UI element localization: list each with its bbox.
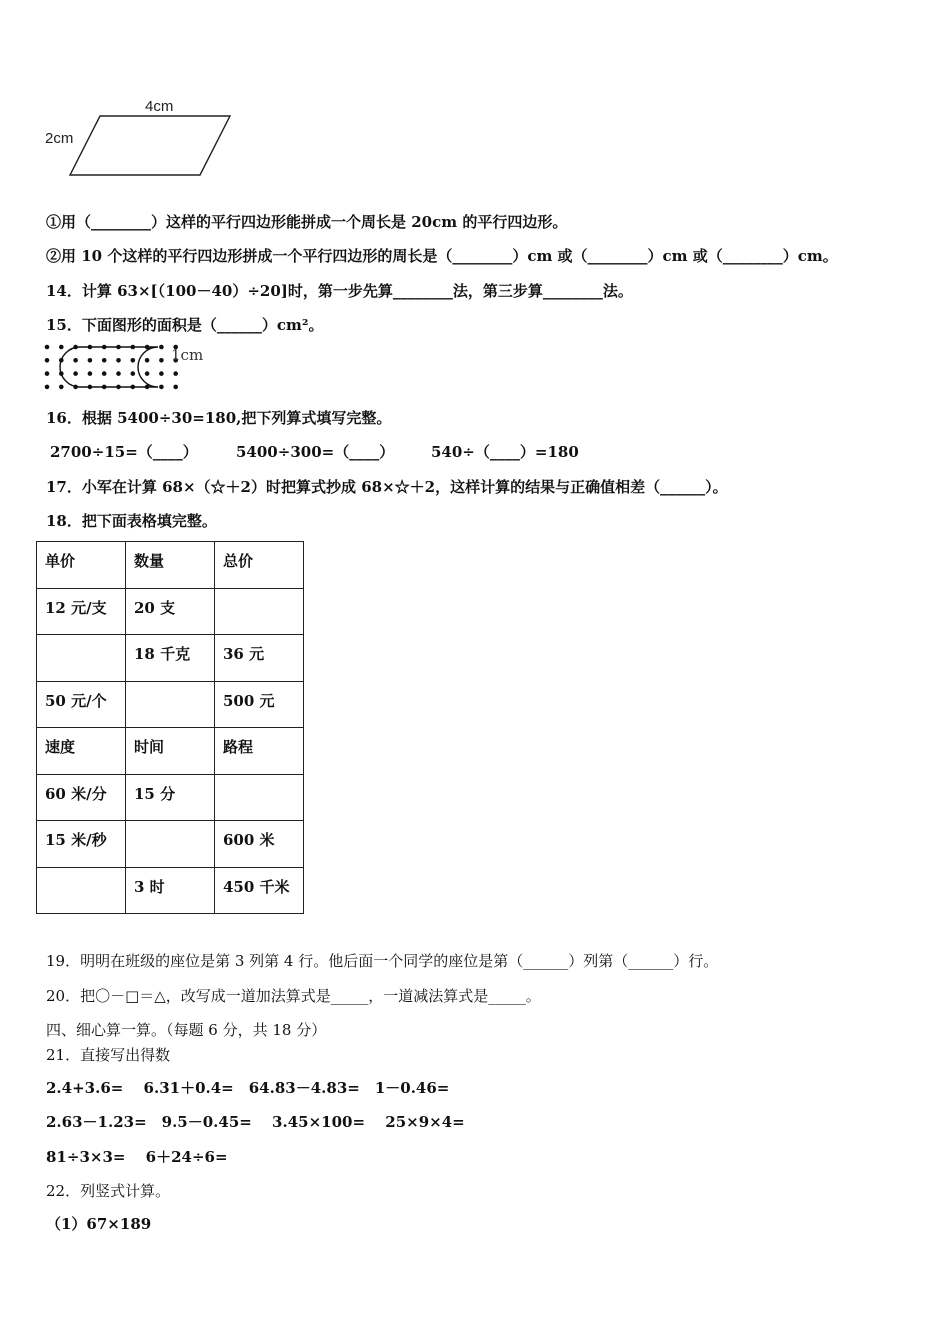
q16-item-1: 2700÷15=（____） xyxy=(50,443,198,461)
q22-text: 22．列竖式计算。 xyxy=(46,1182,171,1200)
grid-dot xyxy=(45,385,50,390)
grid-dot xyxy=(173,385,178,390)
grid-dot xyxy=(102,371,107,376)
table-cell: 60 米/分 xyxy=(37,774,126,821)
parallelogram-side-label: 2cm xyxy=(45,130,74,147)
section-4-heading: 四、细心算一算。（每题 6 分，共 18 分） xyxy=(46,1021,327,1039)
q20-text: 20．把〇－□＝△，改写成一道加法算式是_____，一道减法算式是_____。 xyxy=(46,987,541,1005)
table-row xyxy=(37,867,304,914)
q21-line-1: 2.4+3.6= 6.31＋0.4= 64.83－4.83= 1－0.46= xyxy=(46,1079,450,1097)
q15-text: 15．下面图形的面积是（______）cm²。 xyxy=(46,316,324,334)
q21-line-2: 2.63－1.23= 9.5－0.45= 3.45×100= 25×9×4= xyxy=(46,1113,465,1131)
table-cell[interactable] xyxy=(37,867,126,914)
q21-text: 21．直接写出得数 xyxy=(46,1046,171,1064)
grid-dot xyxy=(88,358,93,363)
table-cell: 3 时 xyxy=(126,867,215,914)
parallelogram-shape xyxy=(70,116,230,175)
q13-sub2: ②用 10 个这样的平行四边形拼成一个平行四边形的周长是（________）cm 或（________）cm 或（________）cm。 xyxy=(46,247,838,265)
table-cell: 15 米/秒 xyxy=(37,821,126,868)
parallelogram-top-label: 4cm xyxy=(145,98,174,115)
grid-dot xyxy=(159,385,164,390)
grid-dot xyxy=(59,385,64,390)
grid-dot xyxy=(145,371,150,376)
shape-outline xyxy=(60,347,158,387)
grid-dot xyxy=(73,358,78,363)
grid-dot xyxy=(159,345,164,350)
price-table xyxy=(36,541,304,914)
grid-dot xyxy=(45,371,50,376)
q17-text: 17．小军在计算 68×（☆＋2）时把算式抄成 68×☆＋2，这样计算的结果与正确值相差（______）。 xyxy=(46,478,728,496)
table-row xyxy=(37,635,304,682)
table-cell[interactable] xyxy=(37,635,126,682)
table-cell: 36 元 xyxy=(215,635,304,682)
table-cell: 单价 xyxy=(37,542,126,589)
grid-dot xyxy=(116,358,121,363)
table-cell: 50 元/个 xyxy=(37,681,126,728)
q16-item-3: 540÷（____）=180 xyxy=(431,443,579,461)
parallelogram-figure xyxy=(40,92,240,184)
grid-dot xyxy=(159,358,164,363)
table-cell: 600 米 xyxy=(215,821,304,868)
table-row xyxy=(37,728,304,775)
grid-dot xyxy=(45,345,50,350)
grid-dot xyxy=(88,371,93,376)
grid-dot xyxy=(131,371,136,376)
table-cell: 12 元/支 xyxy=(37,588,126,635)
table-cell[interactable] xyxy=(215,774,304,821)
grid-dot xyxy=(102,358,107,363)
table-cell: 时间 xyxy=(126,728,215,775)
q19-text: 19．明明在班级的座位是第 3 列第 4 行。他后面一个同学的座位是第（______）列第（______）行。 xyxy=(46,952,719,970)
q21-line-3: 81÷3×3= 6＋24÷6= xyxy=(46,1148,228,1166)
grid-dot xyxy=(116,371,121,376)
table-cell: 500 元 xyxy=(215,681,304,728)
table-cell: 速度 xyxy=(37,728,126,775)
table-cell: 18 千克 xyxy=(126,635,215,682)
q16-text: 16．根据 5400÷30=180,把下列算式填写完整。 xyxy=(46,409,392,427)
table-row xyxy=(37,542,304,589)
q18-text: 18．把下面表格填完整。 xyxy=(46,512,217,530)
table-cell: 路程 xyxy=(215,728,304,775)
table-row xyxy=(37,681,304,728)
table-row xyxy=(37,774,304,821)
dot-grid-unit-label: 1cm xyxy=(171,346,204,364)
q14-text: 14．计算 63×[（100－40）÷20]时，第一步先算________法，第三步算________法。 xyxy=(46,282,633,300)
table-row xyxy=(37,588,304,635)
table-cell[interactable] xyxy=(126,681,215,728)
grid-dot xyxy=(159,371,164,376)
table-cell[interactable] xyxy=(215,588,304,635)
q13-sub1: ①用（________）这样的平行四边形能拼成一个周长是 20cm 的平行四边形。 xyxy=(46,213,568,231)
dot-grid xyxy=(45,345,178,390)
dot-grid-figure xyxy=(40,340,230,395)
q16-item-2: 5400÷300=（____） xyxy=(236,443,395,461)
grid-dot xyxy=(59,345,64,350)
grid-dot xyxy=(73,371,78,376)
table-cell: 数量 xyxy=(126,542,215,589)
table-cell: 总价 xyxy=(215,542,304,589)
table-cell[interactable] xyxy=(126,821,215,868)
grid-dot xyxy=(45,358,50,363)
grid-dot xyxy=(173,371,178,376)
table-cell: 15 分 xyxy=(126,774,215,821)
q22-sub1: （1）67×189 xyxy=(46,1215,152,1233)
grid-dot xyxy=(131,358,136,363)
grid-dot xyxy=(145,358,150,363)
table-cell: 20 支 xyxy=(126,588,215,635)
table-row xyxy=(37,821,304,868)
table-cell: 450 千米 xyxy=(215,867,304,914)
